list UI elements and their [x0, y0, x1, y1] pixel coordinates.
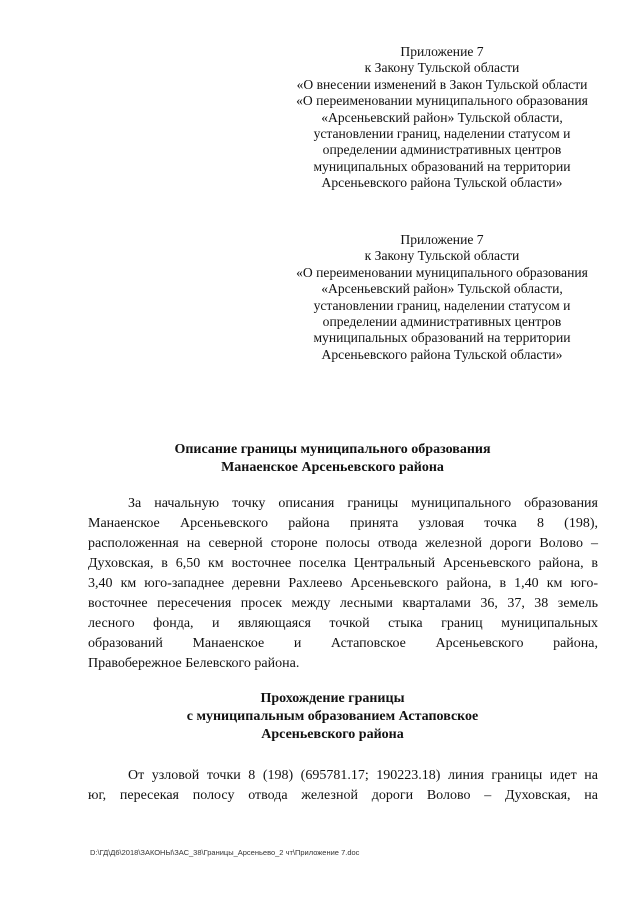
appendix-line: Приложение 7: [400, 44, 484, 59]
title-line: Манаенское Арсеньевского района: [221, 460, 444, 475]
paragraph-line: расположенная на северной стороне полосы отвода железной дороги Волово –: [88, 536, 598, 551]
appendix-line: определении административных центров: [322, 314, 562, 330]
appendix-line: установлении границ, наделении статусом и: [313, 297, 571, 313]
paragraph-line: От узловой точки 8 (198) (695781.17; 190223.18) линия границы идет на: [128, 768, 598, 783]
appendix-line: «О переименовании муниципального образования: [296, 264, 588, 280]
section-heading-line: с муниципальным образованием Астаповское: [186, 709, 479, 724]
appendix-line: муниципальных образований на территории: [313, 158, 571, 174]
body-paragraph-start-point: [88, 494, 598, 674]
paragraph-line: Манаенское Арсеньевского района принята узловая точка 8 (198),: [88, 516, 598, 531]
appendix-line: Арсеньевского района Тульской области»: [321, 175, 563, 191]
section-heading-line: Арсеньевского района: [261, 727, 404, 742]
appendix-line: «Арсеньевский район» Тульской области,: [321, 109, 563, 125]
appendix-line: «О переименовании муниципального образования: [296, 93, 588, 109]
appendix-line: муниципальных образований на территории: [313, 330, 571, 346]
appendix-header-amendment: [272, 44, 612, 192]
footer-file-path: D:\ГД\Д6\2018\ЗАКОНЫ\ЗАС_38\Границы_Арсеньево_2 чт\Приложение 7.doc: [90, 848, 360, 857]
body-paragraph-boundary-route: [88, 766, 598, 806]
appendix-line: к Закону Тульской области: [364, 60, 520, 76]
paragraph-line: восточнее пересечения просек между лесными кварталами 36, 37, 38 земель: [88, 596, 598, 611]
document-title: [70, 441, 595, 477]
appendix-line: Арсеньевского района Тульской области»: [321, 346, 563, 362]
section-heading-astapovskoe: [70, 690, 595, 744]
paragraph-line: Правобережное Белевского района.: [88, 656, 300, 671]
appendix-line: Приложение 7: [400, 232, 484, 247]
appendix-line: «Арсеньевский район» Тульской области,: [321, 281, 563, 297]
appendix-line: «О внесении изменений в Закон Тульской области: [296, 76, 588, 92]
appendix-line: установлении границ, наделении статусом и: [313, 126, 571, 142]
appendix-line: к Закону Тульской области: [364, 248, 520, 264]
paragraph-line: образований Манаенское и Астаповское Арсеньевского района,: [88, 636, 598, 651]
section-heading-line: Прохождение границы: [260, 691, 405, 706]
appendix-line: определении административных центров: [322, 142, 562, 158]
title-line: Описание границы муниципального образования: [174, 442, 491, 457]
appendix-header-original: [272, 232, 612, 363]
paragraph-line: За начальную точку описания границы муниципального образования: [128, 496, 598, 511]
paragraph-line: Духовская, в 6,50 км восточнее поселка Центральный Арсеньевского района, в: [88, 556, 598, 571]
paragraph-line: 3,40 км юго-западнее деревни Рахлеево Арсеньевского района, в 1,40 км юго-: [88, 576, 598, 591]
paragraph-line: лесного фонда, и являющаяся точкой стыка границ муниципальных: [88, 616, 598, 631]
paragraph-line: юг, пересекая полосу отвода железной дороги Волово – Духовская, на: [88, 788, 598, 803]
